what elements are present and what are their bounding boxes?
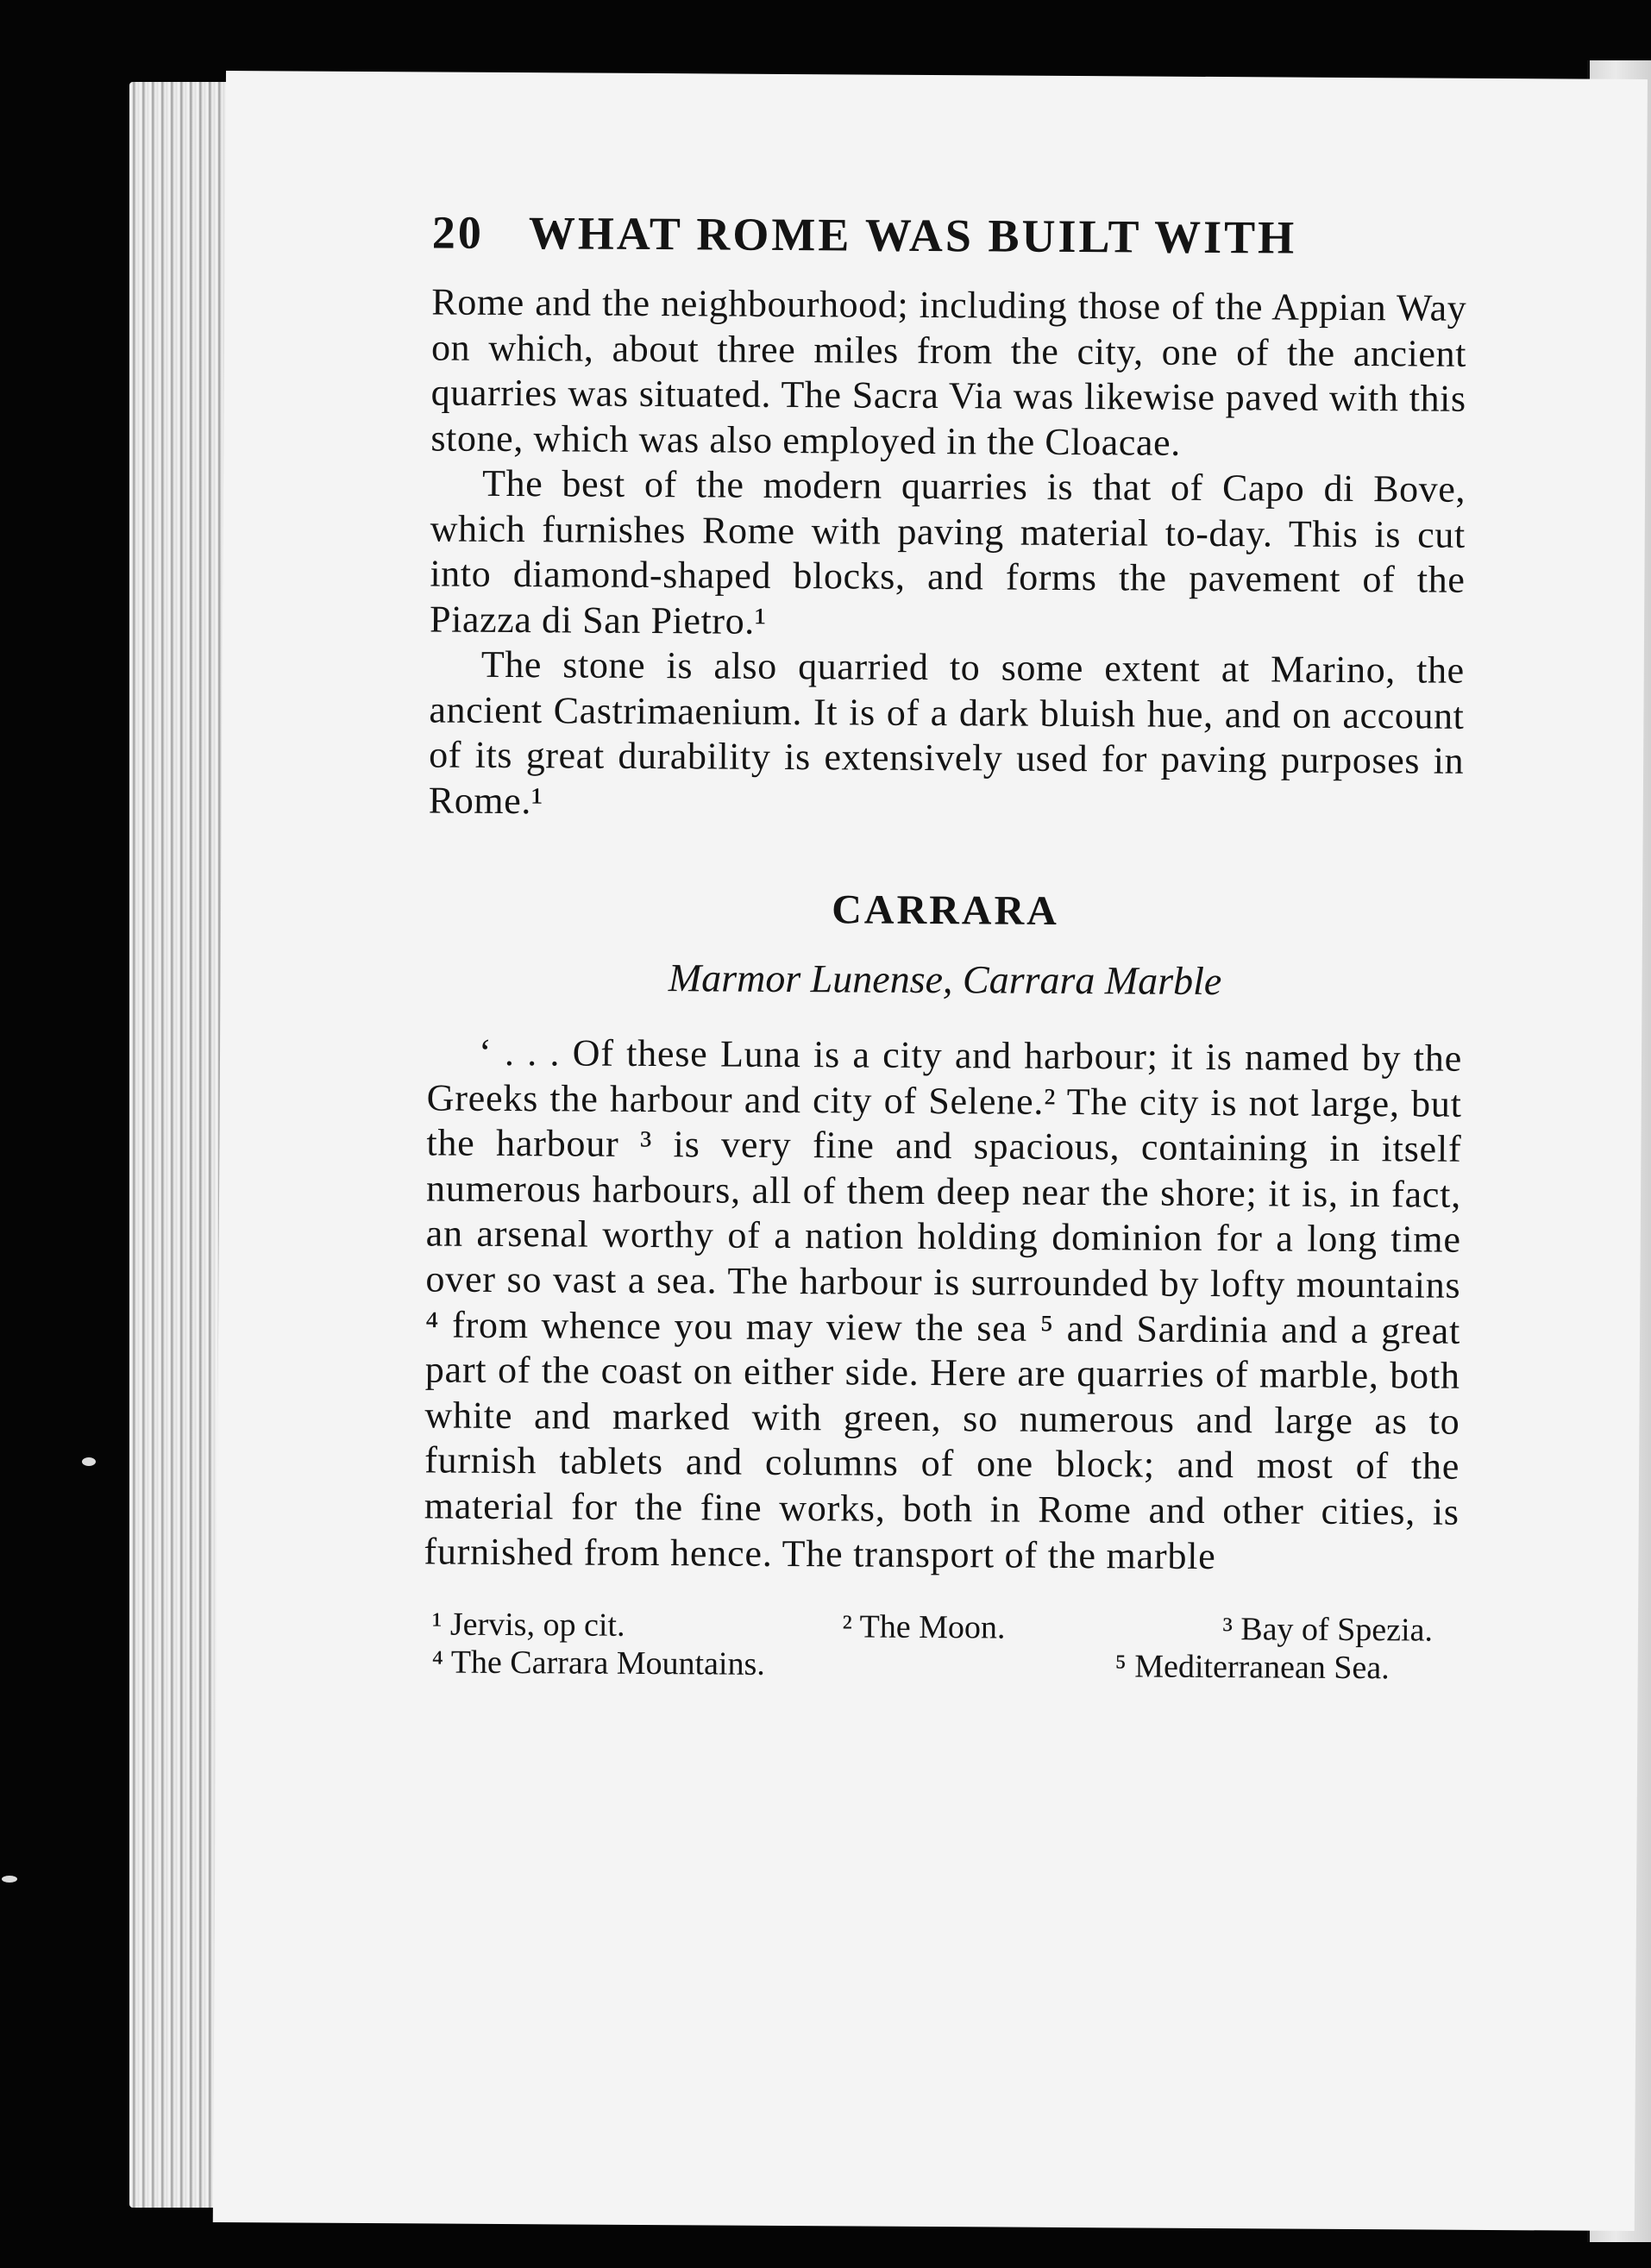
book-page bbox=[213, 71, 1648, 2231]
quote-paragraph: ‘ . . . Of these Luna is a city and harbour; it is named by the Greeks the harbour and city of Selene.² The city is not large, but the harbour ³ is very fine and spacious, containing in itself numerous harbours, all of them deep near the shore; it is, in fact, an arsenal worthy of a nation holding dominion for a long time over so vast a sea. The harbour is surrounded by lofty mountains ⁴ from whence you may view the sea ⁵ and Sardinia and a great part of the coast on either side. Here are quarries of marble, both white and marked with green, so numerous and large as to furnish tablets and columns of one block; and most of the material for the fine works, both in Rome and other cities, is furnished from hence. The transport of the marble bbox=[424, 1031, 1463, 1577]
footnotes bbox=[424, 1606, 1460, 1688]
footnote-1: ¹ Jervis, op cit. bbox=[431, 1606, 625, 1644]
body-text bbox=[429, 279, 1467, 829]
running-head bbox=[432, 205, 1467, 265]
dust-speck bbox=[82, 1457, 96, 1466]
footnote-5: ⁵ Mediterranean Sea. bbox=[1114, 1648, 1390, 1687]
page-content bbox=[424, 205, 1467, 1687]
running-title: WHAT ROME WAS BUILT WITH bbox=[528, 207, 1297, 264]
footnote-row-2 bbox=[424, 1644, 1459, 1688]
dust-speck bbox=[2, 1876, 17, 1883]
section-subtitle: Marmor Lunense, Carrara Marble bbox=[668, 955, 1222, 1004]
footnote-row-1 bbox=[424, 1606, 1459, 1650]
paragraph-1: Rome and the neighbourhood; including those of the Appian Way on which, about three miles from the city, one of the ancient quarries was situated. The Sacra Via was likewise paved with this stone, which was also employed in the Cloacae. bbox=[430, 280, 1467, 464]
paragraph-3: The stone is also quarried to some extent at Marino, the ancient Castrimaenium. It is of a dark bluish hue, and on account of its great durability is extensively used for paving purposes in Rome.¹ bbox=[428, 642, 1465, 822]
footnote-2: ² The Moon. bbox=[842, 1608, 1006, 1646]
footnote-3: ³ Bay of Spezia. bbox=[1222, 1611, 1434, 1649]
section-title: CARRARA bbox=[832, 887, 1060, 934]
quotation bbox=[424, 1030, 1462, 1580]
page-number: 20 bbox=[431, 206, 485, 259]
footnote-4: ⁴ The Carrara Mountains. bbox=[431, 1644, 765, 1682]
paragraph-2: The best of the modern quarries is that of Capo di Bove, which furnishes Rome with paving material to-day. This is cut into diamond-shaped blocks, and forms the pavement of the Piazza di San Pietro.¹ bbox=[429, 461, 1466, 642]
